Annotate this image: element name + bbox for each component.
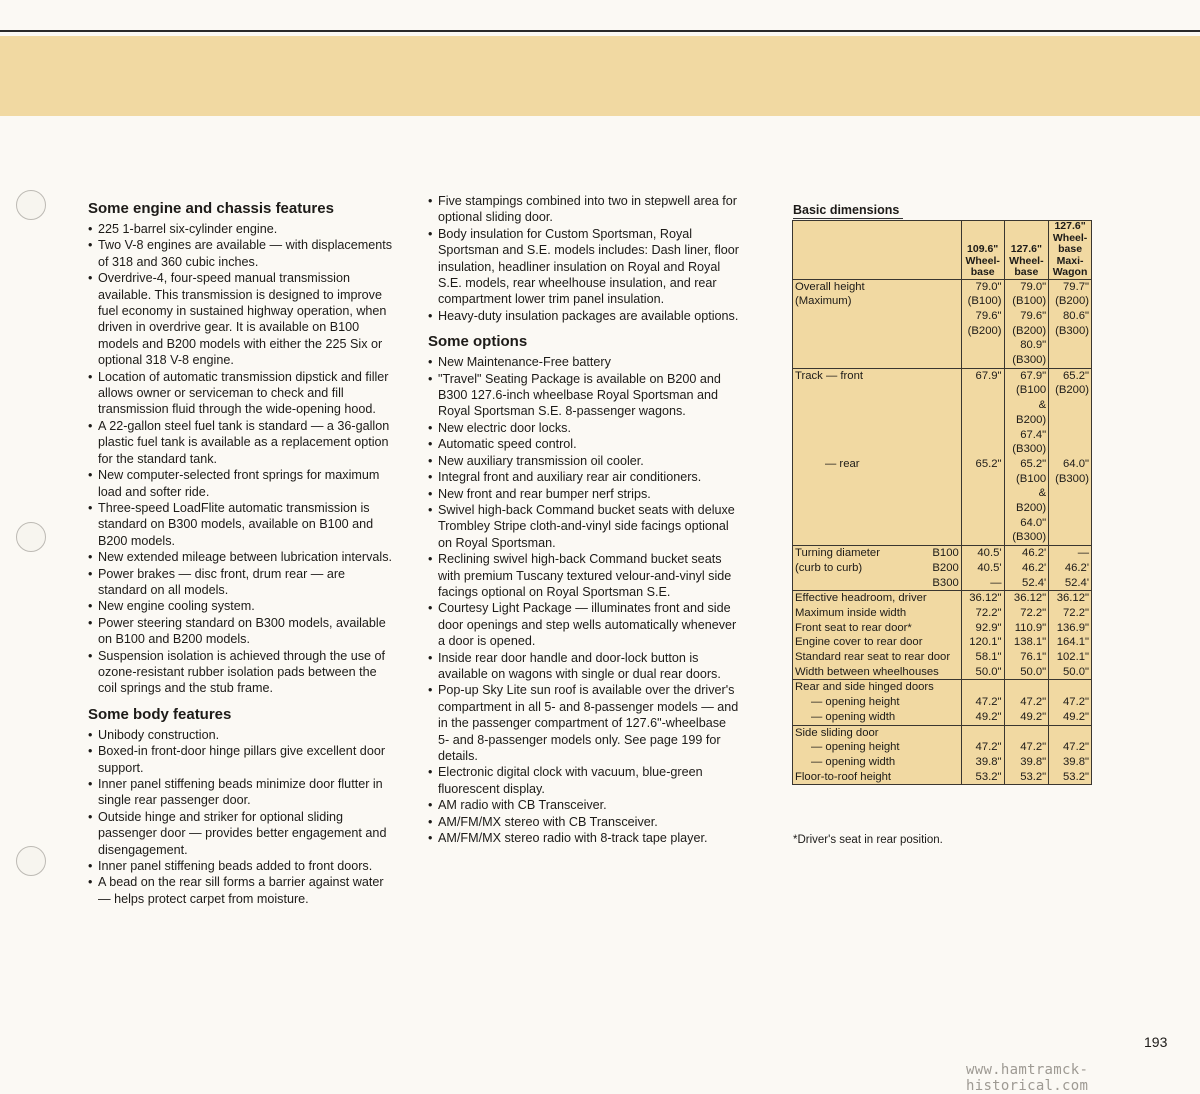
table-cell: 36.12" 72.2" 136.9" 164.1" 102.1" 50.0" [1049, 591, 1092, 680]
list-item: • Electronic digital clock with vacuum, blue-green fluorescent display. [428, 764, 740, 797]
list-item: • Overdrive-4, four-speed manual transmission available. This transmission is designed to improve fuel economy in sustained highway operation, when driven in overdrive gear. It is available on B100 models and B200 models with either the 225 Six or optional 318 V-8 engine. [88, 270, 396, 368]
track-rear-label: — rear [825, 457, 860, 470]
options-list [428, 354, 740, 846]
list-item: • Two V-8 engines are available — with displacements of 318 and 360 cubic inches. [88, 237, 396, 270]
model-label: B300 [932, 576, 959, 589]
hinged-width-label: — opening width [811, 710, 896, 723]
table-row [793, 680, 1092, 725]
row-label [793, 457, 962, 546]
hinged-doors-label: Rear and side hinged doors [795, 681, 934, 694]
table-cell: 64.0" (B300) [1049, 457, 1092, 546]
list-item: • Integral front and auxiliary rear air conditioners. [428, 469, 740, 485]
list-item: • Courtesy Light Package — illuminates front and side door openings and step wells automatically whenever a door is opened. [428, 600, 740, 649]
list-item: • AM radio with CB Transceiver. [428, 797, 740, 813]
footnote: *Driver's seat in rear position. [793, 834, 943, 846]
list-item: • A bead on the rear sill forms a barrier against water — helps protect carpet from moisture. [88, 874, 396, 907]
row-label [793, 279, 962, 368]
table-row [793, 725, 1092, 785]
list-item: • Automatic speed control. [428, 436, 740, 452]
list-item: • New auxiliary transmission oil cooler. [428, 453, 740, 469]
table-cell: 79.0" (B100) 79.6" (B200) 80.9" (B300) [1004, 279, 1049, 368]
options-heading: Some options [428, 333, 528, 351]
table-cell: 79.0" (B100) 79.6" (B200) [961, 279, 1004, 368]
list-item: • Swivel high-back Command bucket seats with deluxe Trombley Stripe cloth-and-vinyl side facings optional on Royal Sportsman. [428, 502, 740, 551]
list-item: • 225 1-barrel six-cylinder engine. [88, 221, 396, 237]
overall-height-sublabel: (Maximum) [795, 295, 852, 308]
inside-width-label: Maximum inside width [795, 606, 907, 619]
header-banner [0, 36, 1200, 116]
list-item: • New front and rear bumper nerf strips. [428, 486, 740, 502]
table-cell: 47.2" 39.8" 53.2" [1004, 725, 1049, 785]
list-item: • Unibody construction. [88, 727, 396, 743]
table-cell: 47.2" 39.8" 53.2" [1049, 725, 1092, 785]
list-item: • AM/FM/MX stereo with CB Transceiver. [428, 814, 740, 830]
list-item: • Inner panel stiffening beads minimize door flutter in single rear passenger door. [88, 776, 396, 809]
engine-chassis-list [88, 221, 396, 697]
body-features-list [88, 727, 396, 907]
headroom-label: Effective headroom, driver [795, 592, 927, 605]
left-column [88, 199, 396, 915]
list-item: • New extended mileage between lubrication intervals. [88, 549, 396, 565]
table-cell: 67.9" (B100 & B200) 67.4" (B300) [1004, 368, 1049, 457]
list-item: • Pop-up Sky Lite sun roof is available over the driver's compartment in all 5- and 8-passenger models — and in the passenger compartment of 127.6"-wheelbase 5- and 8-passenger models only. See page 199 for details. [428, 682, 740, 764]
overall-height-label: Overall height [795, 280, 865, 293]
table-cell: 36.12" 72.2" 110.9" 138.1" 76.1" 50.0" [1004, 591, 1049, 680]
binder-hole-icon [16, 846, 46, 876]
table-corner [793, 221, 962, 280]
table-cell: 47.2" 49.2" [961, 680, 1004, 725]
dimensions-title: Basic dimensions [793, 203, 900, 217]
table-cell: 47.2" 39.8" 53.2" [961, 725, 1004, 785]
table-row [793, 279, 1092, 368]
track-front-label: Track — front [795, 369, 864, 382]
sliding-door-label: Side sliding door [795, 726, 879, 739]
list-item: • Power steering standard on B300 models, available on B100 and B200 models. [88, 615, 396, 648]
front-seat-label: Front seat to rear door* [795, 621, 912, 634]
table-cell: 65.2" (B200) [1049, 368, 1092, 457]
list-item: • Suspension isolation is achieved through the use of ozone-resistant rubber isolation pads between the coil springs and the stub frame. [88, 648, 396, 697]
table-cell: 46.2' 46.2' 52.4' [1004, 546, 1049, 591]
table-row [793, 591, 1092, 680]
table-row [793, 457, 1092, 546]
list-item: • Three-speed LoadFlite automatic transmission is standard on B300 models, available on B100 and B200 models. [88, 500, 396, 549]
list-item: • Heavy-duty insulation packages are available options. [428, 308, 740, 324]
header-127-wheelbase: 127.6" Wheel-base [1004, 221, 1049, 280]
table-cell: 67.9" [961, 368, 1004, 457]
wheelhouse-width-label: Width between wheelhouses [795, 665, 939, 678]
sliding-height-label: — opening height [811, 741, 900, 754]
list-item: • Reclining swivel high-back Command bucket seats with premium Tuscany textured velour-and-vinyl side facings optional on Royal Sportsman S.E. [428, 551, 740, 600]
floor-roof-label: Floor-to-roof height [795, 770, 892, 783]
table-header-row [793, 221, 1092, 280]
engine-chassis-heading: Some engine and chassis features [88, 200, 334, 217]
rear-seat-label: Standard rear seat to rear door [795, 651, 951, 664]
table-cell: 47.2" 49.2" [1004, 680, 1049, 725]
list-item: • Five stampings combined into two in stepwell area for optional sliding door. [428, 193, 740, 226]
row-label [793, 591, 962, 680]
model-label: B200 [932, 561, 959, 574]
row-label [793, 725, 962, 785]
hinged-height-label: — opening height [811, 696, 900, 709]
list-item: • Inner panel stiffening beads added to front doors. [88, 858, 396, 874]
sliding-width-label: — opening width [811, 756, 896, 768]
list-item: • New computer-selected front springs for maximum load and softer ride. [88, 467, 396, 500]
row-label [793, 680, 962, 725]
table-cell: 79.7" (B200) 80.6" (B300) [1049, 279, 1092, 368]
model-label: B100 [932, 547, 959, 560]
list-item: • New electric door locks. [428, 420, 740, 436]
turning-label: Turning diameter [795, 547, 880, 560]
binder-hole-icon [16, 190, 46, 220]
header-109-wheelbase: 109.6" Wheel-base [961, 221, 1004, 280]
table-cell: 36.12" 72.2" 92.9" 120.1" 58.1" 50.0" [961, 591, 1004, 680]
engine-cover-label: Engine cover to rear door [795, 636, 923, 649]
list-item: • Power brakes — disc front, drum rear — are standard on all models. [88, 566, 396, 599]
list-item: • Inside rear door handle and door-lock button is available on wagons with single or dual rear doors. [428, 650, 740, 683]
body-continued-list [428, 193, 740, 324]
list-item: • Boxed-in front-door hinge pillars give excellent door support. [88, 743, 396, 776]
list-item: • AM/FM/MX stereo radio with 8-track tape player. [428, 830, 740, 846]
top-rule [0, 30, 1200, 32]
list-item: • "Travel" Seating Package is available on B200 and B300 127.6-inch wheelbase Royal Sportsman and Royal Sportsman S.E. 8-passenger wagons. [428, 371, 740, 420]
table-cell: 40.5' 40.5' — [961, 546, 1004, 591]
list-item: • A 22-gallon steel fuel tank is standard — a 36-gallon plastic fuel tank is available as a replacement option for the standard tank. [88, 418, 396, 467]
table-cell: — 46.2' 52.4' [1049, 546, 1092, 591]
table-cell: 47.2" 49.2" [1049, 680, 1092, 725]
binder-hole-icon [16, 522, 46, 552]
watermark: www.hamtramck-historical.com [966, 1062, 1089, 1094]
page-number: 193 [1144, 1034, 1168, 1050]
table-cell: 65.2" (B100 & B200) 64.0" (B300) [1004, 457, 1049, 546]
header-127-maxi-wagon: 127.6" Wheel-base Maxi-Wagon [1049, 221, 1092, 280]
row-label [793, 546, 962, 591]
list-item: • New Maintenance-Free battery [428, 354, 740, 370]
middle-column [428, 193, 740, 854]
table-cell: 65.2" [961, 457, 1004, 546]
list-item: • New engine cooling system. [88, 598, 396, 614]
table-row [793, 368, 1092, 457]
table-row [793, 546, 1092, 591]
list-item: • Location of automatic transmission dipstick and filler allows owner or serviceman to check and fill transmission fluid through the wide-opening hood. [88, 369, 396, 418]
body-features-heading: Some body features [88, 705, 232, 723]
row-label [793, 368, 962, 457]
turning-sublabel: (curb to curb) [795, 561, 863, 574]
list-item: • Body insulation for Custom Sportsman, Royal Sportsman and S.E. models includes: Dash liner, floor insulation, headliner insulation on Royal and Royal S.E. models, rear wheelhouse insulation, and rear compartment lower trim panel insulation. [428, 226, 740, 308]
list-item: • Outside hinge and striker for optional sliding passenger door — provides better engagement and disengagement. [88, 809, 396, 858]
dimensions-table [792, 220, 1092, 785]
